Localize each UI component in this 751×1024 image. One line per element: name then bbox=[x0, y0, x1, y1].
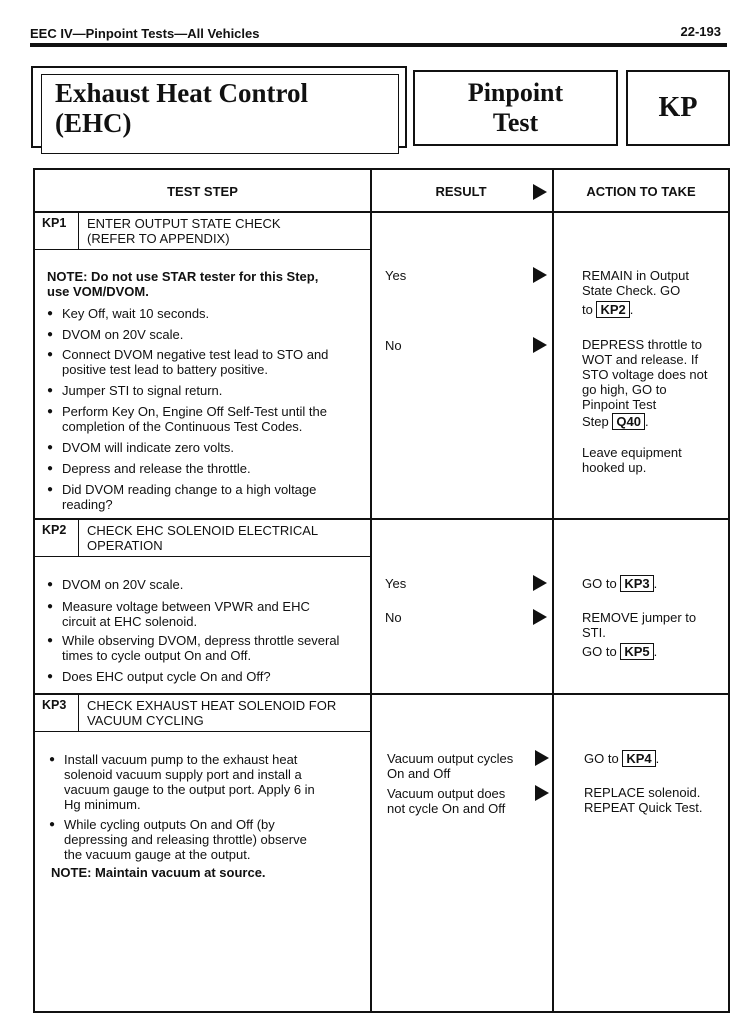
step-ref-kp5[interactable]: KP5 bbox=[620, 643, 653, 660]
result-no: No bbox=[385, 610, 402, 625]
col-action: ACTION TO TAKE bbox=[586, 184, 696, 199]
step-ref-q40[interactable]: Q40 bbox=[612, 413, 645, 430]
step-title: CHECK EXHAUST HEAT SOLENOID FOR VACUUM CYCLING bbox=[87, 698, 337, 728]
page-number: 22-193 bbox=[680, 24, 721, 39]
section-header: EEC IV—Pinpoint Tests—All Vehicles bbox=[30, 26, 260, 41]
test-type-label: Pinpoint Test bbox=[467, 78, 564, 137]
list-item: ● While observing DVOM, depress throttle several times to cycle output On and Off. bbox=[47, 633, 339, 663]
kp1-note: NOTE: Do not use STAR tester for this Step, use VOM/DVOM. bbox=[47, 269, 319, 299]
action-yes-goto: to KP2 . bbox=[582, 302, 634, 317]
action-leave: Leave equipment hooked up. bbox=[582, 445, 682, 475]
arrow-icon bbox=[533, 337, 547, 353]
step-ref-kp2[interactable]: KP2 bbox=[596, 301, 629, 318]
arrow-icon bbox=[535, 750, 549, 766]
col-test-step: TEST STEP bbox=[167, 184, 238, 199]
test-code-box bbox=[626, 70, 730, 146]
list-item: ● Measure voltage between VPWR and EHC circuit at EHC solenoid. bbox=[47, 599, 310, 629]
arrow-icon bbox=[533, 267, 547, 283]
step-header-kp2 bbox=[35, 519, 371, 557]
action-yes: REMAIN in Output State Check. GO bbox=[582, 268, 689, 298]
list-item: ● Jumper STI to signal return. bbox=[47, 383, 222, 398]
action-no: REPLACE solenoid. REPEAT Quick Test. bbox=[584, 785, 703, 815]
page-title: Exhaust Heat Control (EHC) bbox=[55, 78, 309, 138]
list-item: ● Depress and release the throttle. bbox=[47, 461, 251, 476]
action-no: DEPRESS throttle to WOT and release. If STO voltage does not go high, GO to Pinpoint Test bbox=[582, 337, 708, 412]
list-item: ● Install vacuum pump to the exhaust heat solenoid vacuum supply port and install a vacuum gauge to the output port. Apply 6 in Hg minimum. bbox=[49, 752, 315, 812]
arrow-icon bbox=[533, 609, 547, 625]
test-table bbox=[33, 168, 730, 1013]
list-item: ● DVOM will indicate zero volts. bbox=[47, 440, 234, 455]
list-item: ● Key Off, wait 10 seconds. bbox=[47, 306, 209, 321]
action-yes-goto: GO to KP3 . bbox=[582, 576, 658, 591]
arrow-icon bbox=[533, 184, 547, 200]
arrow-icon bbox=[535, 785, 549, 801]
step-title: CHECK EHC SOLENOID ELECTRICAL OPERATION bbox=[87, 523, 319, 553]
step-id: KP1 bbox=[35, 212, 79, 249]
list-item: ● Connect DVOM negative test lead to STO and positive test lead to battery positive. bbox=[47, 347, 328, 377]
step-ref-kp4[interactable]: KP4 bbox=[622, 750, 655, 767]
kp3-note: NOTE: Maintain vacuum at source. bbox=[51, 865, 266, 880]
list-item: ● Did DVOM reading change to a high voltage reading? bbox=[47, 482, 316, 512]
result-yes: Yes bbox=[385, 576, 407, 591]
result-yes: Vacuum output cycles On and Off bbox=[387, 751, 514, 781]
result-no: Vacuum output does not cycle On and Off bbox=[387, 786, 506, 816]
arrow-icon bbox=[533, 575, 547, 591]
step-id: KP2 bbox=[35, 519, 79, 556]
action-no-goto: Step Q40 . bbox=[582, 414, 649, 429]
title-box bbox=[31, 66, 407, 148]
list-item: ● While cycling outputs On and Off (by depressing and releasing throttle) observe the vacuum gauge at the output. bbox=[49, 817, 307, 862]
list-item: ● DVOM on 20V scale. bbox=[47, 327, 183, 342]
result-yes: Yes bbox=[385, 268, 407, 283]
list-item: ● Does EHC output cycle On and Off? bbox=[47, 669, 271, 684]
list-item: ● DVOM on 20V scale. bbox=[47, 577, 183, 592]
test-type-box bbox=[413, 70, 618, 146]
test-code: KP bbox=[658, 92, 698, 123]
list-item: ● Perform Key On, Engine Off Self-Test until the completion of the Continuous Test Codes. bbox=[47, 404, 327, 434]
col-result: RESULT bbox=[435, 184, 487, 199]
result-no: No bbox=[385, 338, 402, 353]
step-header-kp3 bbox=[35, 694, 371, 732]
step-id: KP3 bbox=[35, 694, 79, 731]
action-no-goto: GO to KP5 . bbox=[582, 644, 658, 659]
action-yes-goto: GO to KP4 . bbox=[584, 751, 660, 766]
action-no: REMOVE jumper to STI. bbox=[582, 610, 697, 640]
step-ref-kp3[interactable]: KP3 bbox=[620, 575, 653, 592]
step-title: ENTER OUTPUT STATE CHECK (REFER TO APPENDIX) bbox=[87, 216, 281, 246]
header-rule bbox=[30, 43, 727, 47]
step-header-kp1 bbox=[35, 212, 371, 250]
